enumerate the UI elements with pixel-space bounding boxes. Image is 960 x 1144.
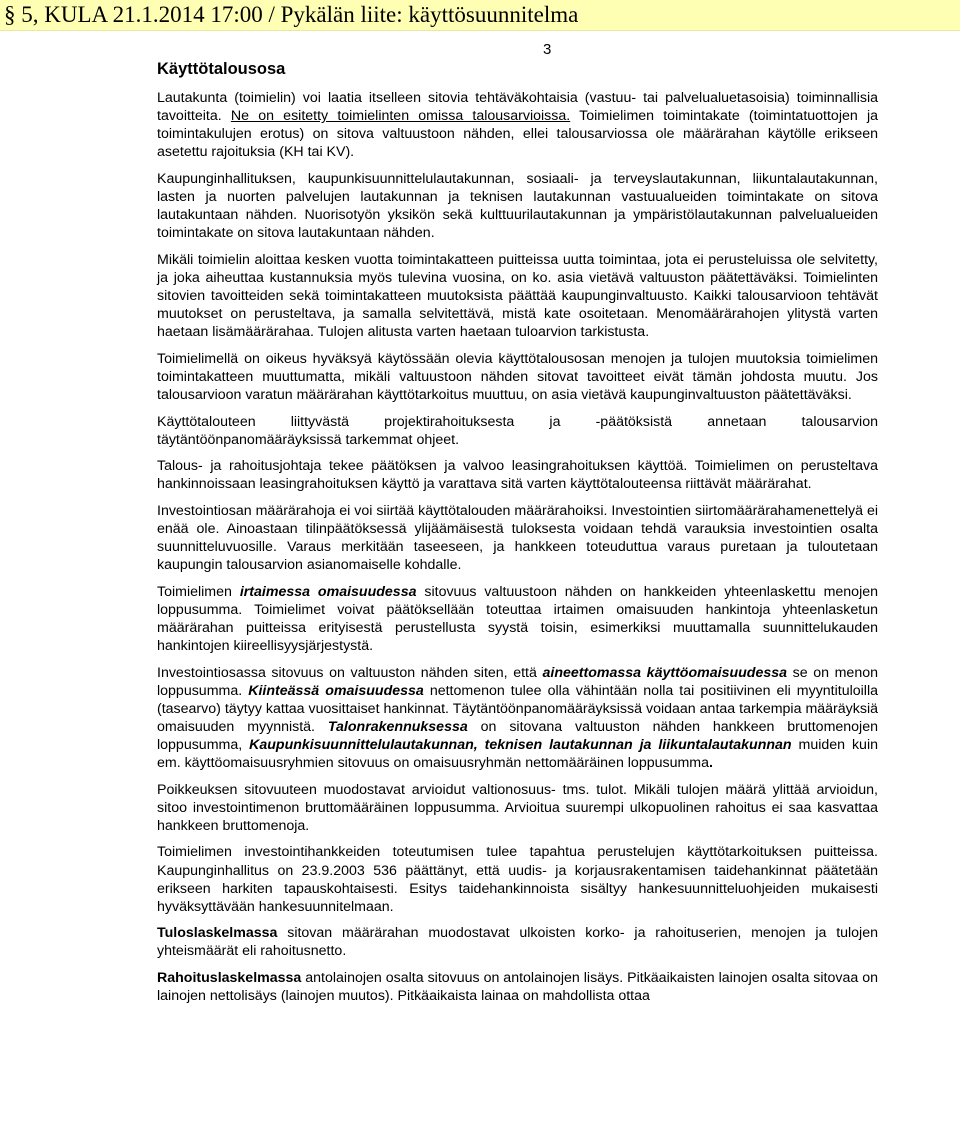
paragraph-13: [157, 969, 878, 1005]
paragraph-1: [157, 89, 878, 161]
irtain-omaisuus-term: irtaimessa omaisuudessa: [239, 583, 417, 600]
rahoituslaskelma-term: Rahoituslaskelmassa: [157, 970, 302, 987]
section-heading: Käyttötalousosa: [157, 60, 286, 78]
paragraph-8-text-a: Toimielimen: [157, 583, 240, 600]
paragraph-12-text-b: sitovan määrärahan muodostavat ulkoisten korko- ja rahoituserien, menojen ja tulojen yhteismäärät eli rahoitusnetto.: [157, 925, 878, 960]
paragraph-9-text-e: nettomenon tulee olla vähintään nolla tai positiivinen eli myyntituloilla (tasearvo) täytyy kattaa vuosittaiset hankinnat. Täytäntöönpanomääräyksissä voidaan antaa tarkempia määräyksiä omaisuuden myynnistä.: [157, 682, 878, 735]
talonrakennus-term: Talonrakennuksessa: [327, 718, 468, 735]
page-number: 3: [543, 41, 552, 58]
paragraph-9-text-i: muiden kuin em. käyttöomaisuusryhmien sitovuus on omaisuusryhmän nettomääräinen loppusumma: [157, 737, 878, 772]
paragraph-8-text-c: sitovuus valtuustoon nähden on hankkeiden yhteenlaskettu menojen loppusumma. Toimielimet voivat päätöksellään toteuttaa irtaimen omaisuuden hankintoja yhteenlasketun määrärahan puitteissa erityisestä perustellusta syystä toisin, esimerkiksi muuttamalla suunnittelukauden hankintojen kiireellisyysjärjestystä.: [157, 583, 879, 655]
paragraph-1-text-a: Lautakunta (toimielin) voi laatia itselleen sitovia tehtäväkohtaisia (vastuu- tai palvelualuetasoisia) toiminnallisia tavoitteita.: [157, 90, 878, 125]
aineeton-omaisuus-term: aineettomassa käyttöomaisuudessa: [542, 664, 788, 681]
paragraph-9-text-g: on sitovana valtuuston nähden hankkeen bruttomenojen loppusumma,: [157, 718, 878, 753]
paragraph-9: [157, 664, 878, 773]
paragraph-10: Poikkeuksen sitovuuteen muodostavat arvioidut valtionosuus- tms. tulot. Mikäli tulojen määrä ylittää arvioidun, sitoo investointimenon bruttomääräinen loppusumma. Arvioitua suurempi ulkopuolinen rahoitus ei saa kasvattaa hankkeen bruttomenoja.: [157, 781, 878, 834]
kiintea-omaisuus-term: Kiinteässä omaisuudessa: [248, 682, 424, 699]
paragraph-11: Toimielimen investointihankkeiden toteutumisen tulee tapahtua perustelujen käyttötarkoituksen puitteissa. Kaupunginhallitus on 23.9.2003 536 päättänyt, että uudis- ja korjausrakentamisen taidehankinnat päätetään erikseen harkiten tapauskohtaisesti. Esitys taidehankinnoista sisältyy hankesuunnitteluohjeiden mukaisesti hyväksyttävään hankesuunnitelmaan.: [157, 844, 878, 915]
paragraph-8: [157, 583, 878, 655]
paragraph-6: Talous- ja rahoitusjohtaja tekee päätöksen ja valvoo leasingrahoituksen käyttöä. Toimielimen on perusteltava hankinnoissaan leasingrahoituksen käyttö ja varattava sitä varten käyttötalouteensa riittävät määrärahat.: [157, 458, 878, 493]
document-header-title: § 5, KULA 21.1.2014 17:00 / Pykälän liite: käyttösuunnitelma: [4, 2, 579, 27]
paragraph-3: Mikäli toimielin aloittaa kesken vuotta toimintakatteen puitteissa uutta toimintaa, jota ei perusteluissa ole selvitetty, ja joka aiheuttaa kustannuksia myös tulevina vuosina, on ko. asia vietävä valtuuston päätettäväksi. Toimielinten sitovien tavoitteiden sekä toimintakatteen muutoksista päättää kaupunginvaltuusto. Kaikki talousarvioon tehtävät muutokset on perusteltava, ja samalla selvitettävä, mistä kate osoitetaan. Menomäärärahojen ylitystä varten haetaan lisämäärärahaa. Tulojen alitusta varten haetaan tuloarvion tarkistusta.: [157, 251, 878, 341]
document-body: [157, 89, 878, 1005]
paragraph-9-text-a: Investointiosassa sitovuus on valtuuston nähden siten, että: [157, 664, 543, 681]
paragraph-12: [157, 924, 878, 960]
paragraph-1-underlined-text: Ne on esitetty toimielinten omissa talousarvioissa.: [230, 108, 571, 125]
paragraph-1-text-c: Toimielimen toimintakate (toimintatuottojen ja toimintakulujen erotus) on sitova valtuustoon nähden, ellei talousarviossa ole määrärahan käytölle erikseen asetettu rajoituksia (KH tai KV).: [157, 108, 878, 161]
paragraph-9-text-c: se on menon loppusumma.: [157, 664, 878, 699]
paragraph-7: Investointiosan määrärahoja ei voi siirtää käyttötalouden määrärahoiksi. Investointien siirtomäärärahamenettelyä ei enää ole. Ainoastaan tilinpäätöksessä ylijäämäisestä tuloksesta voidaan tehdä varauksia investointien osalta suunnitteluvuosille. Varaus merkitään taseeseen, ja hankkeen toteuduttua varaus puretaan ja tuloutetaan kaupungin talousarvion asianomaiselle kohdalle.: [157, 502, 878, 574]
tuloslaskelma-term: Tuloslaskelmassa: [157, 925, 278, 942]
paragraph-13-text-b: antolainojen osalta sitovuus on antolainojen lisäys. Pitkäaikaisten lainojen osalta sitovaa on lainojen nettolisäys (lainojen muutos). Pitkäaikaista lainaa on mahdollista ottaa: [157, 970, 878, 1005]
paragraph-9-period: .: [709, 755, 713, 772]
lautakunnat-term: Kaupunkisuunnittelulautakunnan, teknisen lautakunnan ja liikuntalautakunnan: [249, 737, 792, 753]
paragraph-5: Käyttötalouteen liittyvästä projektirahoituksesta ja -päätöksistä annetaan talousarvion täytäntöönpanomääräyksissä tarkemmat ohjeet.: [157, 413, 878, 448]
paragraph-4: Toimielimellä on oikeus hyväksyä käytössään olevia käyttötalousosan menojen ja tulojen muutoksia toimielimen toimintakatteen muuttumatta, mikäli valtuustoon nähden sitovat tavoitteet eivät tämän johdosta muutu. Jos talousarvioon varatun määrärahan käyttötarkoitus muuttuu, on asia vietävä kaupunginvaltuuston päätettäväksi.: [157, 350, 878, 403]
paragraph-2: Kaupunginhallituksen, kaupunkisuunnittelulautakunnan, sosiaali- ja terveyslautakunnan, liikuntalautakunnan, lasten ja nuorten palvelujen lautakunnan ja teknisen lautakunnan vastuualueiden toimintakate on sitova lautakuntaan nähden. Nuorisotyön yksikön sekä kulttuurilautakunnan ja ympäristölautakunnan palvelualueiden toimintakate on sitova lautakuntaan nähden.: [157, 170, 878, 242]
document-header-bar: [0, 0, 960, 31]
